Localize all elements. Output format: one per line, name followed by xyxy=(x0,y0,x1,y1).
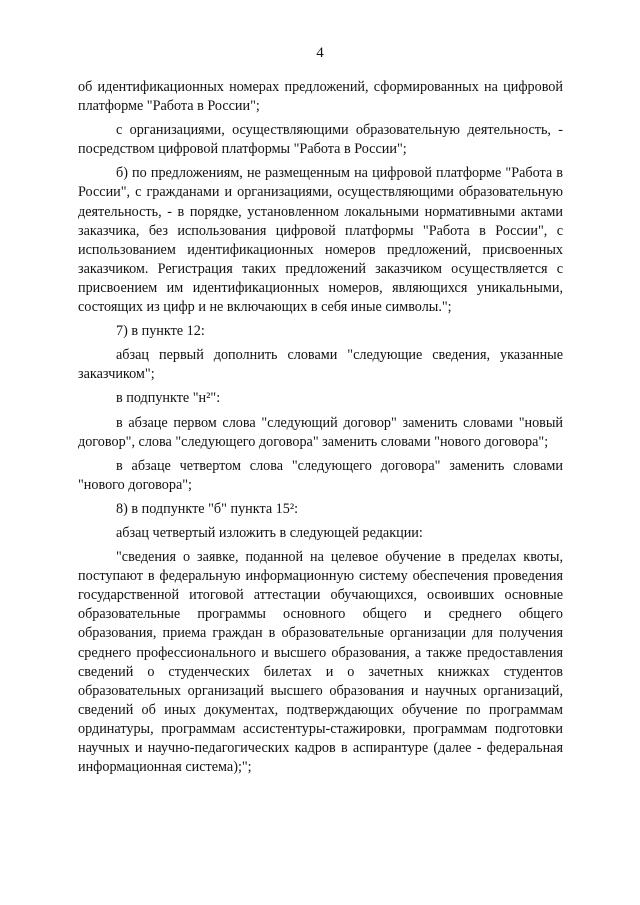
paragraph-7: в абзаце первом слова "следующий договор" заменить словами "новый договор", слова "следующего договора" заменить словами "нового договора"; xyxy=(78,414,563,450)
paragraph-10: абзац четвертый изложить в следующей редакции: xyxy=(116,524,423,541)
page-number: 4 xyxy=(316,45,324,61)
paragraph-8: в абзаце четвертом слова "следующего договора" заменить словами "нового договора"; xyxy=(78,457,563,493)
paragraph-2: с организациями, осуществляющими образовательную деятельность, - посредством цифровой платформы "Работа в России"; xyxy=(78,122,563,158)
paragraph-1: об идентификационных номерах предложений, сформированных на цифровой платформе "Работа в России"; xyxy=(78,79,563,115)
paragraph-4: 7) в пункте 12: xyxy=(116,323,205,340)
document-body xyxy=(78,78,563,777)
paragraph-9: 8) в подпункте "б" пункта 15²: xyxy=(116,500,299,517)
paragraph-11: "сведения о заявке, поданной на целевое обучение в пределах квоты, поступают в федеральную информационную систему обеспечения проведения государственной итоговой аттестации обучающихся, освоивших основные образовательные программы основного общего и среднего общего образования, приема граждан в образовательные организации для получения среднего профессионального и высшего образования, а также предоставления сведений о студенческих билетах и о зачетных книжках студентов образовательных организаций высшего образования и научных организаций, сведений об иных документах, подтверждающих обучение по программам ординатуры, программам ассистентуры-стажировки, программам подготовки научных и научно-педагогических кадров в аспирантуре (далее - федеральная информационная система);"; xyxy=(78,549,563,776)
paragraph-5: абзац первый дополнить словами "следующие сведения, указанные заказчиком"; xyxy=(78,347,563,383)
paragraph-3: б) по предложениям, не размещенным на цифровой платформе "Работа в России", с гражданами и организациями, осуществляющими образовательную деятельность, - в порядке, установленном локальными нормативными актами заказчика, без использования цифровой платформы "Работа в России", с использованием идентификационных номеров предложений, присвоенных заказчиком. Регистрация таких предложений заказчиком осуществляется с присвоением им идентификационных номеров, являющихся уникальными, состоящих из цифр и не включающих в себя иные символы."; xyxy=(78,165,563,316)
paragraph-6: в подпункте "н²": xyxy=(116,390,221,407)
